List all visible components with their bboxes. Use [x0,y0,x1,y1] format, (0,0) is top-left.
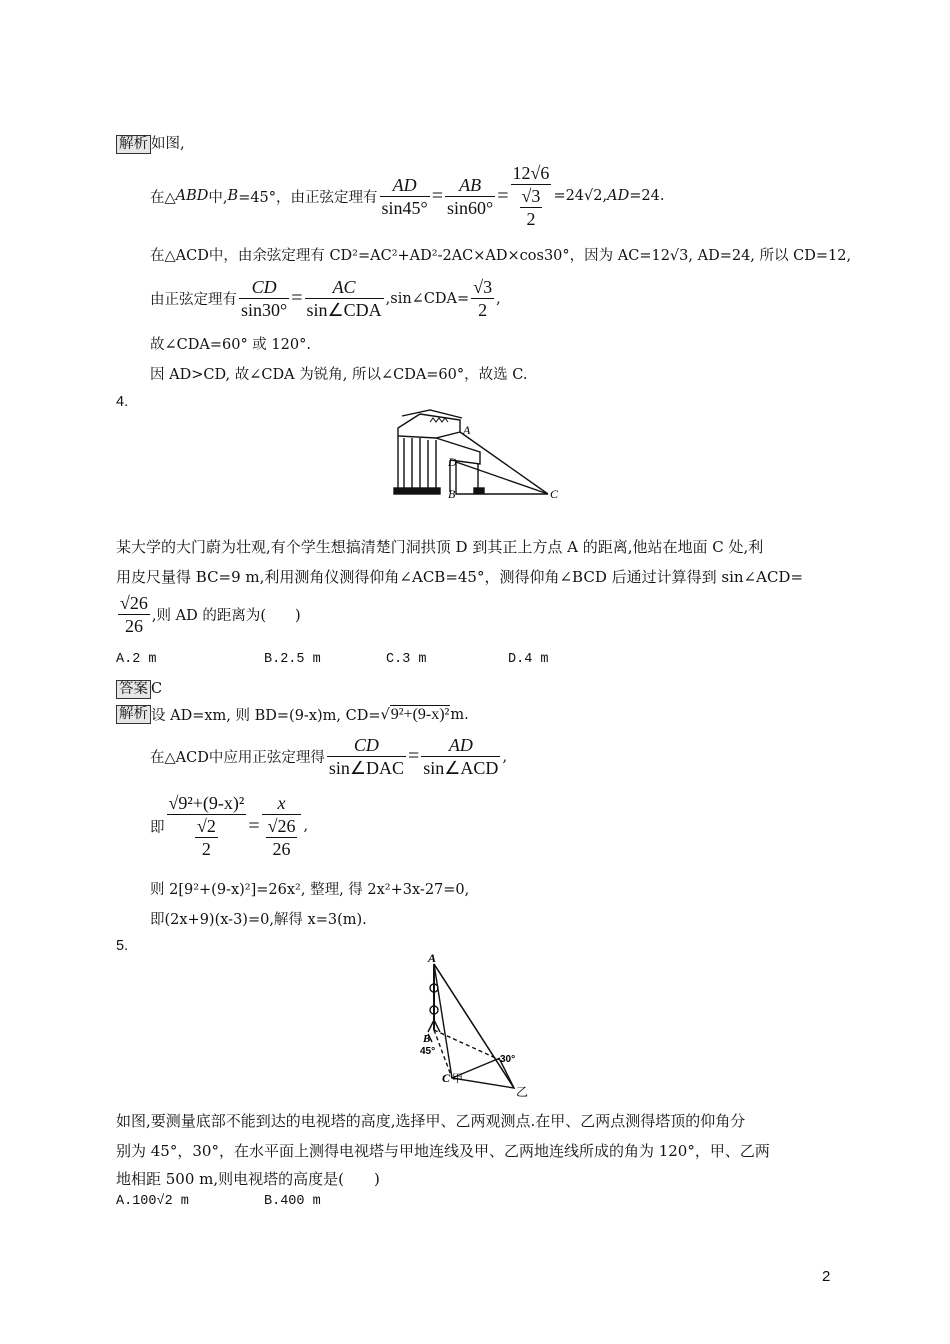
fraction-ad-sinacd: $\frac{AD}{\text{sin∠ACD}}$ [423,735,499,778]
label-c-q5: C [442,1071,451,1085]
gate-figure [390,408,565,500]
q4-option-b: B.2.5 m [264,652,321,667]
label-a-q5: A [428,951,437,965]
fraction-x-root26: $\frac{x}{\frac{√26}{26}}$ [262,792,302,860]
fraction-cd-sin30: $\frac{CD}{\sin 30^\circ}$ [241,277,288,320]
label-c: C [550,487,559,500]
tower-figure [410,950,540,1100]
label-b-q5: B [423,1033,431,1045]
q5-stem1: 如图,要测量底部不能到达的电视塔的高度,选择甲、乙两观测点.在甲、乙两点测得塔顶的仰角分 [116,1112,746,1130]
label-d: D [448,455,457,469]
q4-option-a: A.2 m [116,652,157,667]
p3-line1: 在△ ABD 中, B =45°，由正弦定理有 $\frac{AD}{\sin 45^\circ}$ = $\frac{AB}{\sin 60^\circ}$ = $\frac{12√6}{\frac{√3}{2}}$ =24√2, AD =24. [150,163,665,229]
q4-stem2: 用皮尺量得 BC=9 m,利用测角仪测得仰角∠ACB=45°，测得仰角∠BCD 后通过计算得到 sin∠ACD= [116,568,804,586]
fraction-root26: $\frac{√26}{26}$ [120,593,148,636]
q4-option-c: C.3 m [386,652,427,667]
fraction-cd-sindac: $\frac{CD}{\text{sin∠DAC}}$ [328,735,404,778]
q4-stem1: 某大学的大门蔚为壮观,有个学生想搞清楚门洞拱顶 D 到其正上方点 A 的距离,他站在地面 C 处,利 [116,538,764,556]
analysis-tag-q4: 解析 [116,705,151,724]
q5-option-b: B.400 m [264,1194,321,1209]
fraction-ad-sin45: $\frac{AD}{\sin 45^\circ}$ [381,174,428,218]
intro-text: 如图, [151,136,185,152]
fraction-12root6: $\frac{12√6}{\frac{√3}{2}}$ [512,163,550,229]
q4-sol-line4: 则 2[9²+(9-x)²]=26x², 整理, 得 2x²+3x-27=0, [150,882,470,898]
label-a: A [463,423,471,437]
q4-stem3: $\frac{√26}{26}$ ,则 AD 的距离为( ) [120,593,301,636]
fraction-radical-root2: $\frac{\text{√9²+(9-x)²}}{\frac{√2}{2}}$ [168,793,245,859]
q4-number: 4. [116,394,129,410]
q4-sol-line2: 在△ACD中应用正弦定理得 $\frac{CD}{\text{sin∠DAC}}$ = $\frac{AD}{\text{sin∠ACD}}$ , [150,735,508,778]
q5-stem2: 别为 45°，30°，在水平面上测得电视塔与甲地连线及甲、乙两地连线所成的角为 120°，甲、乙两 [116,1142,770,1160]
p3-line2: 在△ACD中，由余弦定理有 CD²=AC²+AD²-2AC×AD×cos30°，因为 AC=12√3, AD=24, 所以 CD=12, [150,248,852,264]
label-b: B [448,487,456,500]
label-yi: 乙 [516,1085,529,1099]
page-number: 2 [822,1268,831,1285]
answer-tag: 答案 [116,680,151,699]
answer-value: C [151,681,163,697]
q4-sol-line1: 解析 设 AD=xm, 则 BD=(9-x)m, CD= √ 9²+(9-x)² m. [116,704,469,725]
label-45: 45° [420,1046,436,1057]
q4-sol-line5: 即(2x+9)(x-3)=0,解得 x=3(m). [150,912,367,928]
label-30: 30° [500,1054,516,1065]
q5-number: 5. [116,938,129,954]
fraction-ac-sincda: $\frac{AC}{\text{sin∠CDA}}$ [306,277,382,320]
analysis-tag: 解析 [116,135,151,154]
p3-line4: 故∠CDA=60° 或 120°. [150,337,311,353]
q4-option-d: D.4 m [508,652,549,667]
q4-sol-line3: 即 $\frac{\text{√9²+(9-x)²}}{\frac{√2}{2}}$ = $\frac{x}{\frac{√26}{26}}$ , [150,793,309,859]
fraction-root3-2: $\frac{√3}{2}$ [473,277,493,320]
fraction-ab-sin60: $\frac{AB}{\sin 60^\circ}$ [447,174,494,218]
q5-stem3: 地相距 500 m,则电视塔的高度是( ) [116,1170,380,1188]
p3-line5: 因 AD>CD, 故∠CDA 为锐角, 所以∠CDA=60°，故选 C. [150,367,528,383]
label-jia: 甲 [452,1072,463,1085]
p3-line3: 由正弦定理有 $\frac{CD}{\sin 30^\circ}$ = $\frac{AC}{\text{sin∠CDA}}$ ,sin∠CDA= $\frac{√3}{2}$ , [150,277,501,320]
q5-option-a: A.100√2 m [116,1194,189,1209]
